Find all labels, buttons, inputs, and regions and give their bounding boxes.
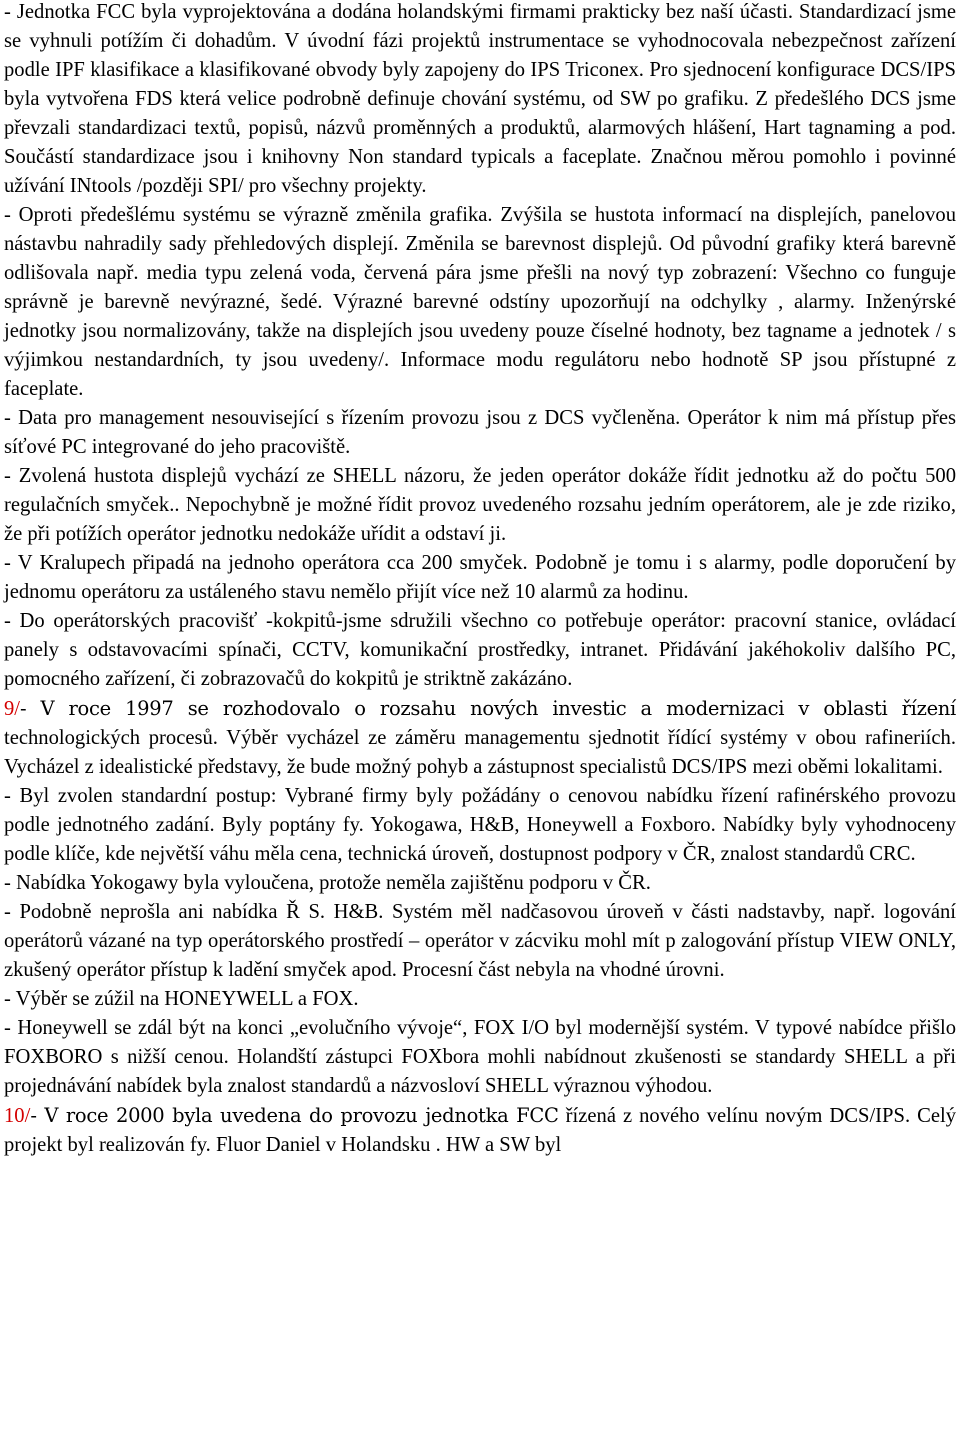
paragraph-graphics: - Oproti předešlému systému se výrazně změnila grafika. Zvýšila se hustota informací na displejích, panelovou nástavbu nahradily sady přehledových displejí. Změnila se barevnost displejů. Od původní grafiky která barevně odlišovala např. media typu zelená voda, červená pára jsme přešli na nový typ zobrazení: Všechno co funguje správně je barevně nevýrazné, šedé. Výrazné barevné odstíny upozorňují na odchylky , alarmy. Inženýrské jednotky jsou normalizovány, takže na displejích jsou uvedeny pouze číselné hodnoty, bez tagname a jednotek / s výjimkou nestandardních, ty jsou uvedeny/. Informace modu regulátoru nebo hodnotě SP jsou přístupné z faceplate.: [4, 204, 956, 400]
paragraph-kralupy-loops: - V Kralupech připadá na jednoho operátora cca 200 smyček. Podobně je tomu i s alarmy, podle doporučení by jednomu operátoru za ustáleného stavu nemělo přijít více než 10 alarmů za hodinu.: [4, 552, 956, 603]
paragraph-shortlist: - Výběr se zúžil na HONEYWELL a FOX.: [4, 988, 359, 1010]
paragraph-management-data: - Data pro management nesouvisející s řízením provozu jsou z DCS vyčleněna. Operátor k nim má přístup přes síťové PC integrované do jeho pracoviště.: [4, 407, 956, 458]
paragraph-display-density: - Zvolená hustota displejů vychází ze SHELL názoru, že jeden operátor dokáže řídit jednotku až do počtu 500 regulačních smyček.. Nepochybně je možné řídit provoz uvedeného rozsahu jedním operátorem, ale je zde riziko, že při potížích operátor jednotku nedokáže uřídit a odstaví ji.: [4, 465, 956, 545]
paragraph-standardization: - Jednotka FCC byla vyprojektována a dodána holandskými firmami prakticky bez naší účasti. Standardizací jsme se vyhnuli potížím či dohadům. V úvodní fázi projektů instrumentace se vyhodnocovala nebezpečnost zařízení podle IPF klasifikace a klasifikované obvody byly zapojeny do IPS Triconex. Pro sjednocení konfigurace DCS/IPS byla vytvořena FDS která velice podrobně definuje chování systému, od SW po grafiku. Z předešlého DCS jsme převzali standardizaci textů, popisů, názvů proměnných a produktů, alarmových hlášení, Hart tagnaming a pod. Součástí standardizace jsou i knihovny Non standard typicals a faceplate. Značnou měrou pomohlo i povinné užívání INtools /později SPI/ pro všechny projekty.: [4, 1, 956, 197]
paragraph-cockpits: - Do operátorských pracovišť -kokpitů-jsme sdružili všechno co potřebuje operátor: pracovní stanice, ovládací panely s odstavovacími spínači, CCTV, komunikační prostředky, intranet. Přidávání jakéhokoliv dalšího PC, pomocného zařízení, či zobrazovačů do kokpitů je striktně zakázáno.: [4, 610, 956, 690]
section-10-number: 10/: [4, 1105, 31, 1127]
section-9-number: 9/: [4, 698, 21, 720]
section-10: [4, 1101, 956, 1160]
paragraph-yokogawa: - Nabídka Yokogawy byla vyloučena, protože neměla zajištěnu podporu v ČR.: [4, 872, 651, 894]
section-9-text: technologických procesů. Výběr vycházel ze záměru managementu sjednotit řídící systémy v obou rafineriích. Vycházel z idealistické představy, že bude možný pohyb a zástupnost specialistů DCS/IPS mezi oběmi lokalitami.: [4, 727, 956, 778]
section-10-heading: - V roce 2000 byla uvedena do provozu jednotka FCC: [30, 1104, 559, 1127]
paragraph-hb: - Podobně neprošla ani nabídka Ř S. H&B. Systém měl nadčasovou úroveň v části nadstavby, např. logování operátorů vázané na typ operátorského prostředí – operátor v zácviku mohl mít p zalogování přístup VIEW ONLY, zkušený operátor přístup k ladění smyček apod. Procesní část nebyla na vhodné úrovni.: [4, 901, 956, 981]
paragraph-selection-procedure: - Byl zvolen standardní postup: Vybrané firmy byly požádány o cenovou nabídku řízení rafinérského provozu podle jednotného zadání. Byly poptány fy. Yokogawa, H&B, Honeywell a Foxboro. Nabídky byly vyhodnoceny podle klíče, kde největší váhu měla cena, technická úroveň, dostupnost podpory v ČR, znalost standardů CRC.: [4, 785, 956, 865]
section-9-heading: - V roce 1997 se rozhodovalo o rozsahu nových investic a modernizaci v oblasti řízení: [20, 697, 956, 720]
section-10-text: řízená z nového velínu novým DCS/IPS. Celý projekt byl realizován fy. Fluor Daniel v Holandsku . HW a SW byl: [4, 1105, 956, 1156]
section-9: [4, 694, 956, 782]
paragraph-honeywell-fox: - Honeywell se zdál být na konci „evolučního vývoje“, FOX I/O byl modernější systém. V typové nabídce přišlo FOXBORO s nižší cenou. Holandští zástupci FOXbora mohli nabídnout zkušenosti se standardy SHELL a při projednávání nabídek byla znalost standardů a názvosloví SHELL výraznou výhodou.: [4, 1017, 956, 1097]
document-page: [4, 0, 956, 1160]
